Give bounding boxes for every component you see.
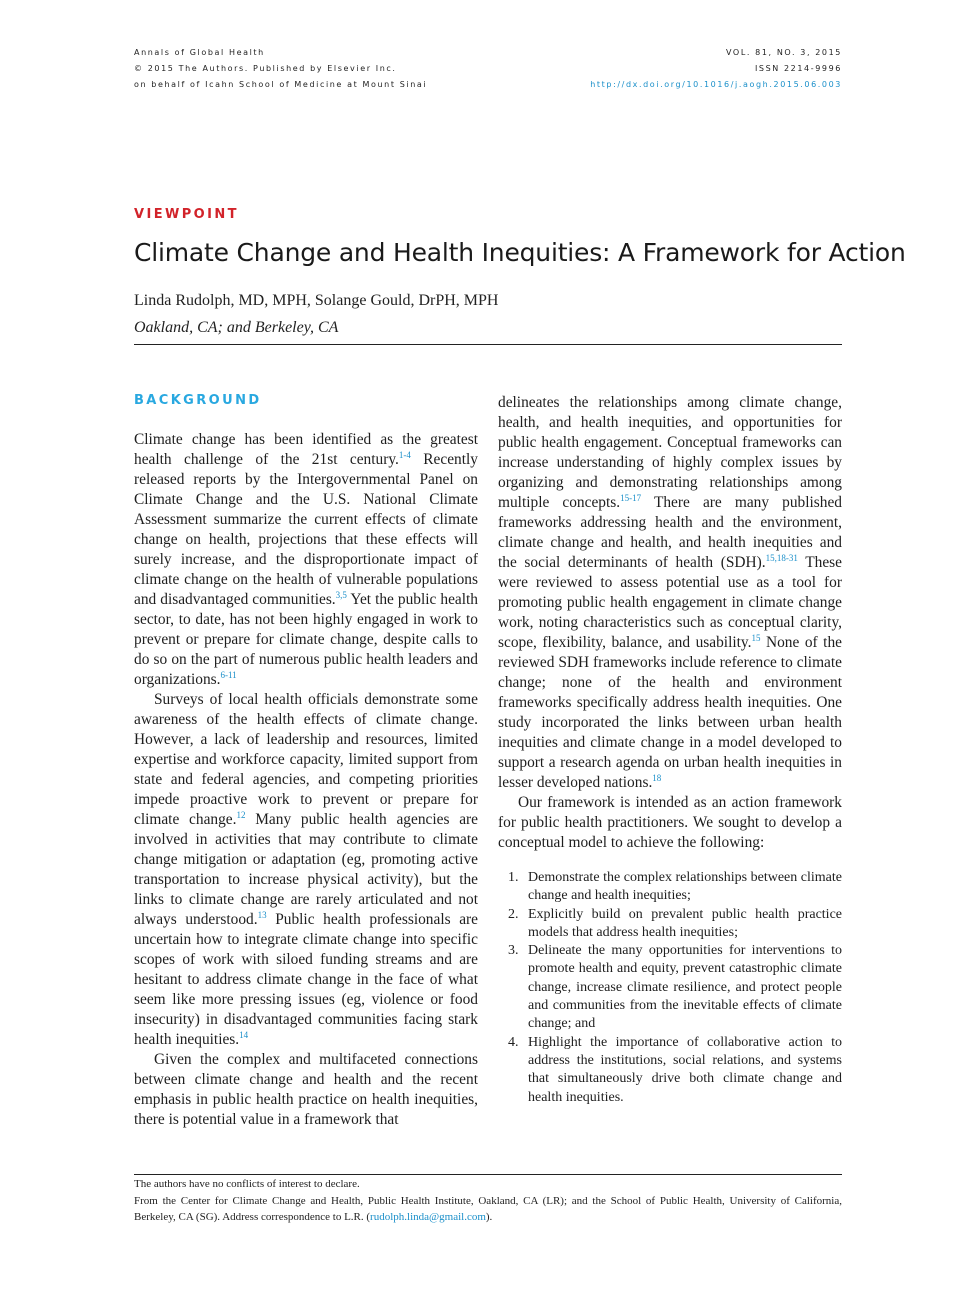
citation[interactable]: 12 xyxy=(236,810,246,820)
citation[interactable]: 3,5 xyxy=(335,590,347,600)
footnote-divider xyxy=(134,1174,842,1175)
paragraph-3-continued: delineates the relationships among climate change, health, and health inequities, and opportunities for public health engagement. Conceptual frameworks can increase understanding of highly complex issues by organizing and demonstrating relationships among multiple concepts.$^{15-17}$ There are many published frameworks addressing health and the environment, climate change and health, and health inequities and the social determinants of health (SDH).$^{15,18-31}$ These were reviewed to assess potential use as a tool for promoting public health engagement in climate change work, noting characteristics such as conceptual clarity, scope, flexibility, balance, and usability.$^{15}$ None of the reviewed SDH frameworks include reference to climate change; none of the health and environment frameworks specifically address health inequities. One study incorporated the links between urban health inequities and climate change in a model developed to support a research agenda on urban health inequities in lesser developed nations.$^{18}$ xyxy=(498,394,842,791)
title-divider xyxy=(134,344,842,345)
paragraph-3-right-text: delineates the relationships among climate change, health, and health inequities, and opportunities for public health engagement. Conceptual frameworks can increase understanding of highly complex issues by organizing and demonstrating relationships among multiple concepts. xyxy=(498,394,842,511)
conflict-statement: The authors have no conflicts of interest to declare. xyxy=(134,1178,360,1190)
volume-line: VOL. 81, NO. 3, 2015 xyxy=(725,48,842,57)
citation[interactable]: 15,18-31 xyxy=(765,553,798,563)
section-label: VIEWPOINT xyxy=(134,207,239,222)
citation[interactable]: 1-4 xyxy=(398,450,411,460)
article-title: Climate Change and Health Inequities: A Framework for Action xyxy=(134,238,906,267)
paragraph-2: Surveys of local health officials demonstrate some awareness of the health effects of climate change. However, a lack of leadership and resources, limited expertise and workforce capacity, limited support from state and federal agencies, and competing priorities impede proactive work to prevent or prepare for climate change.$^{12}$ Many public health agencies are involved in activities that may contribute to climate change mitigation or adaptation (eg, promoting active transportation to increase physical activity), but the links to climate change are rarely articulated and not always understood.$^{13}$ Public health professionals are uncertain how to integrate climate change into specific scopes of work with siloed funding streams and are hesitant to address climate change in the face of what seem like more pressing issues (eg, violence or food insecurity) in disadvantaged communities facing stark health inequities.$^{14}$ xyxy=(134,691,478,1048)
issn-line: ISSN 2214-9996 xyxy=(754,64,842,73)
left-column xyxy=(134,430,478,1130)
affiliation: Oakland, CA; and Berkeley, CA xyxy=(134,319,339,336)
list-item: 1. Demonstrate the complex relationships between climate change and health inequities; xyxy=(508,870,842,904)
right-column xyxy=(498,393,842,1107)
paragraph-1: Climate change has been identified as the greatest health challenge of the 21st century.$^{1-4}$ Recently released reports by the Intergovernmental Panel on Climate Change and the U.S. National Climate Assessment summarize the current effects of climate change on health, projections that these effects will surely increase, and the disproportionate impact of climate change on the health of vulnerable populations and disadvantaged communities.$^{3,5}$ Yet the public health sector, to date, has not been highly engaged in work to prevent or prepare for climate change, despite calls to do so on the part of numerous public health leaders and organizations.$^{6-11}$ xyxy=(134,431,478,688)
goals-list xyxy=(498,869,842,1107)
issue-header xyxy=(590,45,842,93)
email-link[interactable]: rudolph.linda@gmail.com xyxy=(370,1211,486,1223)
journal-name: Annals of Global Health xyxy=(134,48,265,57)
doi-link[interactable]: http://dx.doi.org/10.1016/j.aogh.2015.06.003 xyxy=(590,80,842,89)
publisher-line: on behalf of Icahn School of Medicine at Mount Sinai xyxy=(134,80,428,89)
copyright-line: © 2015 The Authors. Published by Elsevier Inc. xyxy=(134,64,397,73)
citation[interactable]: 13 xyxy=(257,910,267,920)
list-item: 4. Highlight the importance of collaborative action to address the institutions, social relations, and systems that simultaneously drive both climate change and health inequities. xyxy=(508,1034,842,1105)
citation[interactable]: 15-17 xyxy=(620,493,642,503)
citation[interactable]: 14 xyxy=(239,1030,249,1040)
section-heading: BACKGROUND xyxy=(134,393,262,408)
author-list: Linda Rudolph, MD, MPH, Solange Gould, DrPH, MPH xyxy=(134,292,499,309)
list-item: 3. Delineate the many opportunities for interventions to promote health and equity, prevent catastrophic climate change, increase climate resilience, and protect people and communities from the inevitable effects of climate change; and xyxy=(508,943,842,1032)
citation[interactable]: 15 xyxy=(751,633,761,643)
citation[interactable]: 18 xyxy=(652,773,662,783)
journal-header xyxy=(134,45,427,93)
citation[interactable]: 6-11 xyxy=(220,670,237,680)
paragraph-4: Our framework is intended as an action framework for public health practitioners. We sought to develop a conceptual model to achieve the following: xyxy=(498,794,842,851)
author-affiliation-note: From the Center for Climate Change and Health, Public Health Institute, Oakland, CA (LR); and the School of Public Health, University of California, Berkeley, CA (SG). Address correspondence to L.R. (rudolph.linda@gmail.com). xyxy=(134,1194,842,1223)
footnotes xyxy=(134,1176,842,1226)
list-item: 2. Explicitly build on prevalent public health practice models that address health inequities; xyxy=(508,906,842,940)
paragraph-3-left-text: Given the complex and multifaceted connections between climate change and health and the recent emphasis in public health practice on health inequities, there is potential value in a framework that xyxy=(134,1051,478,1128)
paragraph-3-start xyxy=(134,1050,478,1130)
